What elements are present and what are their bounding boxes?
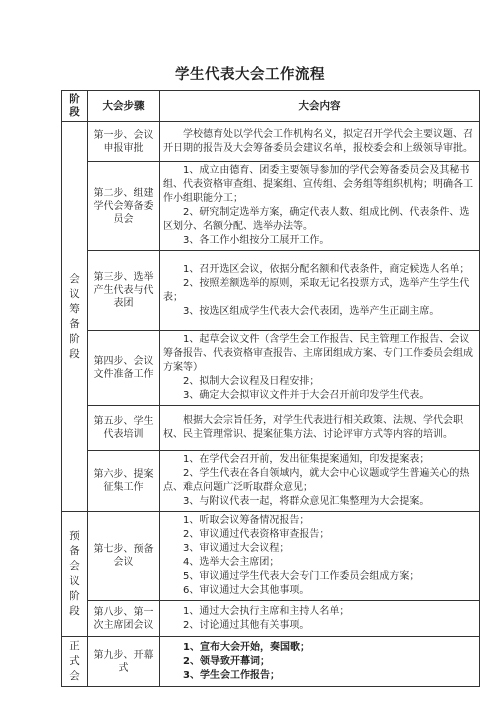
- content-cell: [160, 162, 480, 251]
- header-content: 大会内容: [160, 91, 480, 122]
- table-row: [62, 406, 480, 451]
- content-line: 6、审议通过大会其他事项。: [183, 585, 310, 596]
- page-title: 学生代表大会工作流程: [175, 67, 325, 83]
- step-cell: 第九步、开幕式: [88, 637, 160, 687]
- content-line: 3、与附议代表一起，将群众意见汇集整理为大会提案。: [183, 496, 430, 507]
- table-row: [62, 601, 480, 637]
- content-line: 2、领导致开幕词；: [183, 655, 270, 667]
- step-cell: 第一步、会议申报审批: [88, 122, 160, 162]
- step-cell: 第三步、选举产生代表与代表团: [88, 251, 160, 331]
- content-line: 1、宣布大会开始，奏国歌；: [183, 641, 310, 653]
- table-row: [62, 331, 480, 406]
- content-line: 2、拟制大会议程及日程安排；: [183, 376, 320, 387]
- content-line: 1、在学代会召开前，发出征集提案通知，印发提案表；: [183, 454, 430, 465]
- content-line: 3、各工作小组按分工展开工作。: [183, 235, 330, 246]
- content-line: 2、学生代表在各自领域内，就大会中心议题或学生普遍关心的热点、难点问题广泛听取群众意见；: [163, 468, 470, 493]
- content-line: 2、审议通过代表资格审查报告；: [183, 529, 330, 540]
- content-cell: [160, 512, 480, 601]
- step-cell: 第四步、会议文件准备工作: [88, 331, 160, 406]
- table-row: [62, 512, 480, 601]
- step-cell: 第五步、学生代表培训: [88, 406, 160, 451]
- content-line: 2、研究制定选举方案，确定代表人数、组成比例、代表条件、选区划分、名额分配、选举办法等。: [163, 207, 470, 232]
- content-cell: [160, 331, 480, 406]
- content-line: 4、选举大会主席团；: [183, 557, 280, 568]
- header-stage: 阶段: [62, 91, 88, 122]
- content-line: 3、确定大会拟审议文件并于大会召开前印发学生代表。: [183, 390, 430, 401]
- table-row: [62, 451, 480, 512]
- step-cell: 第七步、预备会议: [88, 512, 160, 601]
- step-cell: 第八步、第一次主席团会议: [88, 601, 160, 637]
- content-line: 5、审议通过学生代表大会专门工作委员会组成方案；: [183, 571, 420, 582]
- content-line: 3、按选区组成学生代表大会代表团，选举产生正副主席。: [183, 305, 440, 317]
- content-cell: [160, 406, 480, 451]
- table-row: [62, 162, 480, 251]
- table-row: [62, 122, 480, 162]
- content-line: 2、讨论通过其他有关事项。: [183, 619, 310, 631]
- stage-formal: 正式会: [62, 637, 88, 687]
- content-line: 3、学生会工作报告；: [183, 669, 280, 681]
- content-line: 1、通过大会执行主席和主持人名单；: [183, 605, 350, 617]
- content-line: 学校德育处以学代会工作机构名义，拟定召开学代会主要议题、召开日期的报告及大会筹备委员会建议名单，报校委会和上级领导审批。: [163, 128, 473, 154]
- step-cell: 第六步、提案征集工作: [88, 451, 160, 512]
- content-line: 1、听取会议筹备情况报告；: [183, 515, 310, 526]
- workflow-table: [61, 90, 480, 687]
- content-cell: [160, 451, 480, 512]
- content-cell: [160, 601, 480, 637]
- content-line: 1、召开选区会议，依据分配名额和代表条件，商定候选人名单；: [183, 263, 470, 275]
- content-line: 根据大会宗旨任务，对学生代表进行相关政策、法规、学代会职权、民主管理常识、提案征集方法、讨论评审方式等内容的培训。: [163, 415, 463, 440]
- content-cell: [160, 637, 480, 687]
- stage-prep: 会议筹备阶段: [62, 122, 88, 512]
- table-row: [62, 637, 480, 687]
- content-line: 3、审议通过大会议程；: [183, 543, 290, 554]
- table-header-row: [62, 91, 480, 122]
- table-row: [62, 251, 480, 331]
- step-cell: 第二步、组建学代会筹备委员会: [88, 162, 160, 251]
- content-line: 2、按照差额选举的原则，采取无记名投票方式，选举产生学生代表；: [163, 277, 470, 303]
- content-cell: [160, 251, 480, 331]
- content-line: 1、成立由德育、团委主要领导参加的学代会筹备委员会及其秘书组、代表资格审查组、提案组、宣传组、会务组等组织机构；明确各工作小组职能分工；: [163, 165, 473, 204]
- stage-premeeting: 预备会议阶段: [62, 512, 88, 637]
- content-line: 1、起草会议文件（含学生会工作报告、民主管理工作报告、会议筹备报告、代表资格审查报告、主席团组成方案、专门工作委员会组成方案等）: [163, 334, 473, 373]
- content-cell: [160, 122, 480, 162]
- header-step: 大会步骤: [88, 91, 160, 122]
